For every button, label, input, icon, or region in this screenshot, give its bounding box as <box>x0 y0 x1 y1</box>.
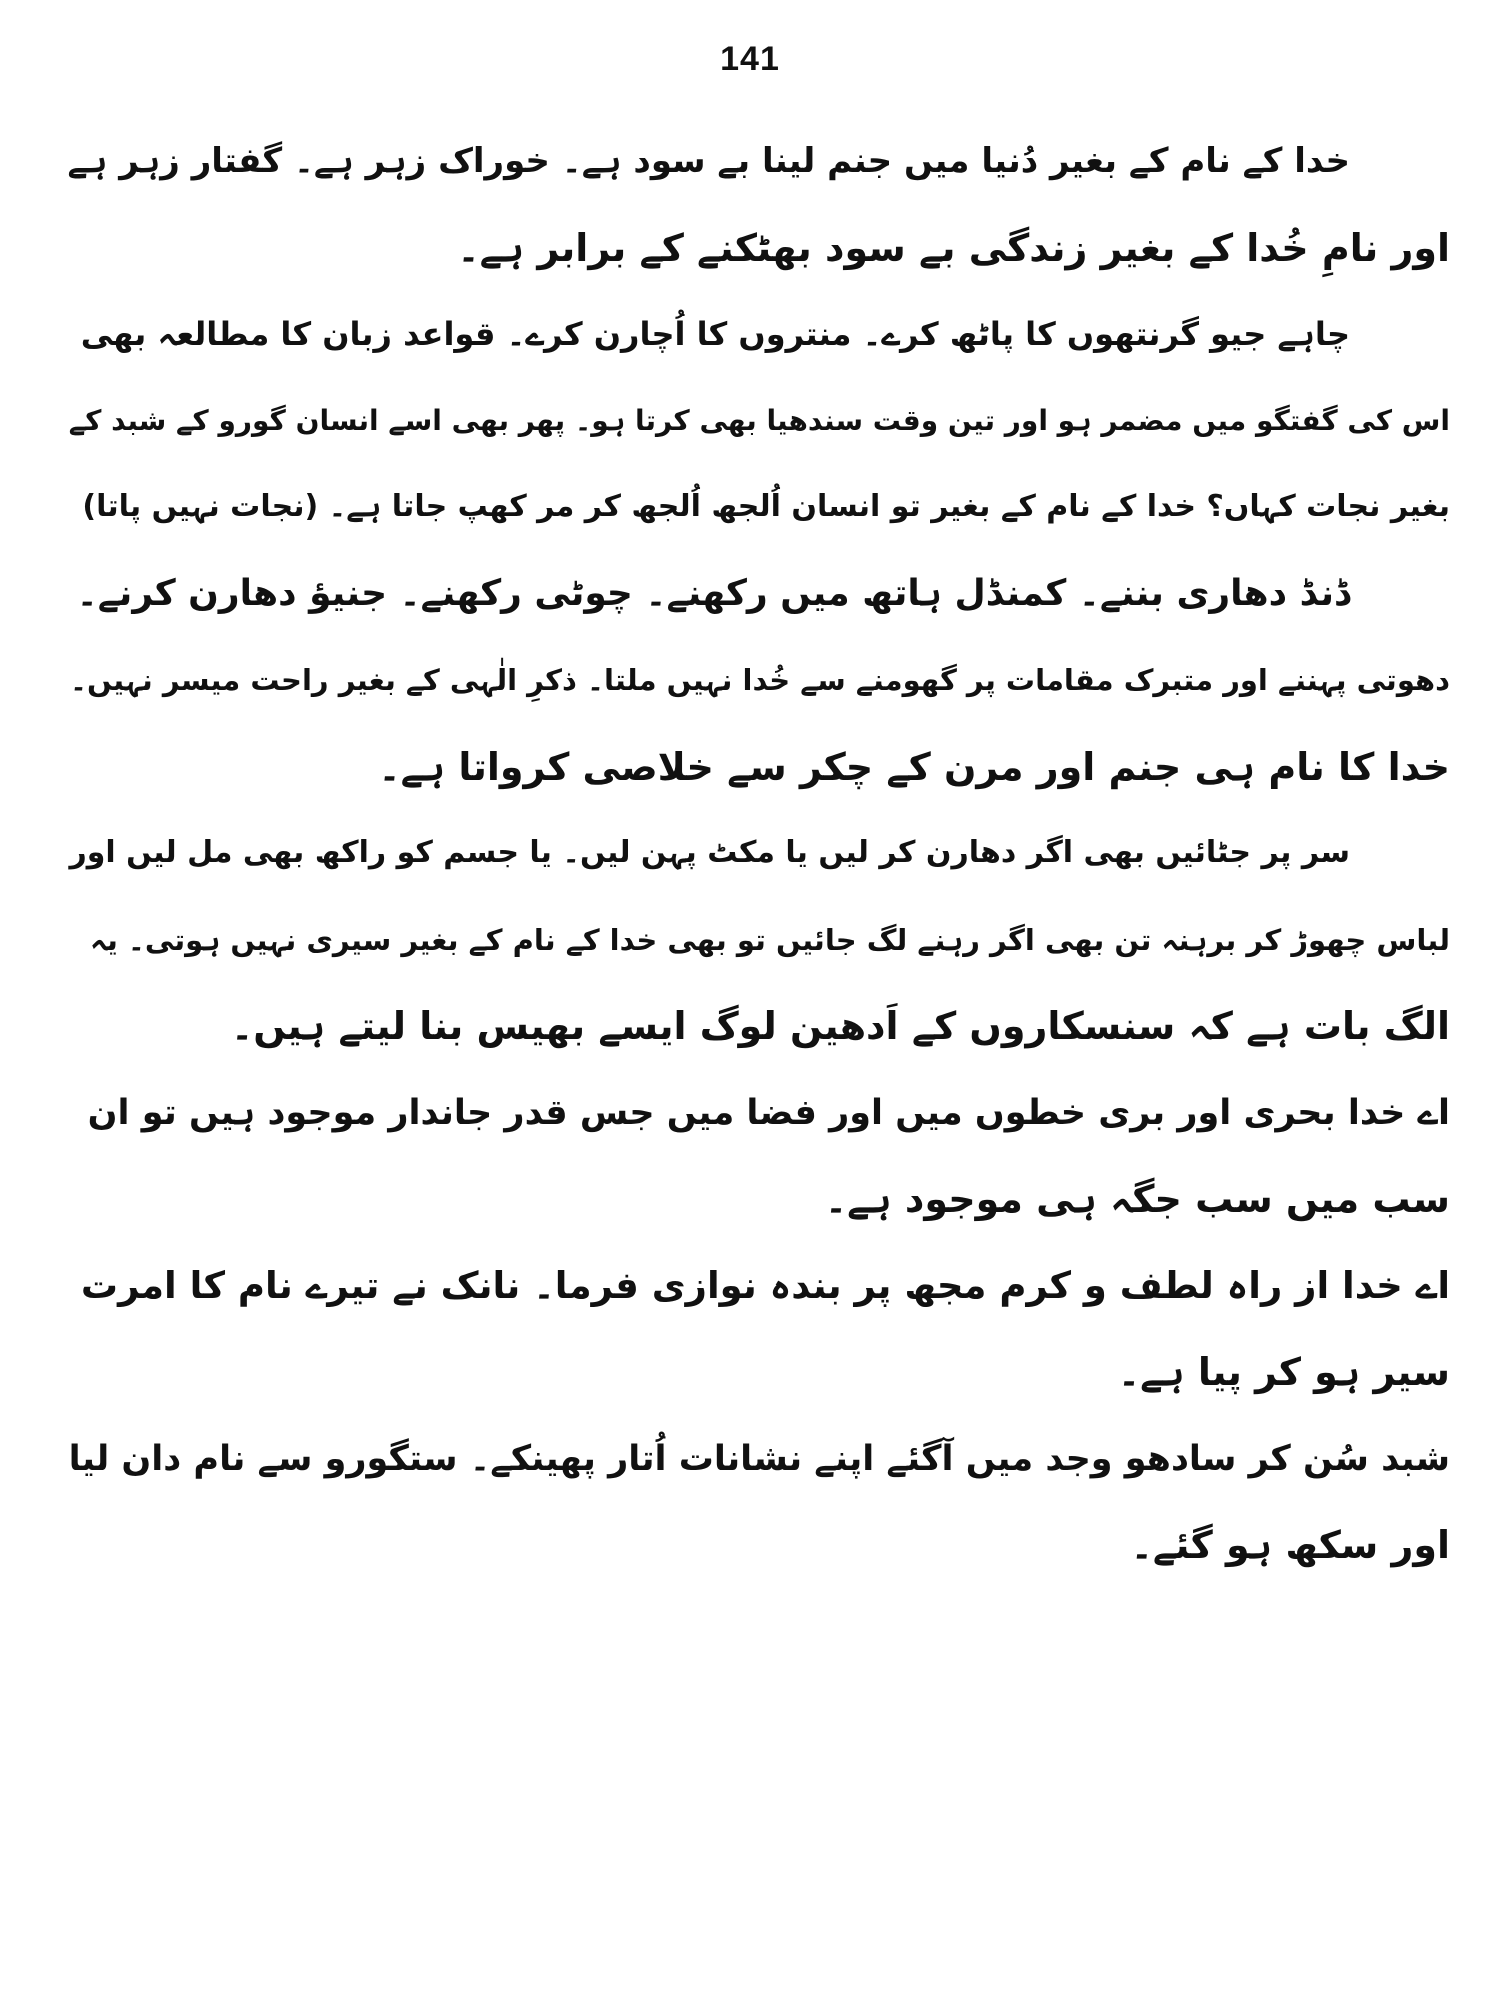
text-line: بغیر نجات کہاں؟ خدا کے نام کے بغیر تو انسان اُلجھ اُلجھ کر مر کھپ جاتا ہے۔ (نجات نہیں پاتا) <box>82 489 1450 524</box>
text-line: شبد سُن کر سادھو وجد میں آگئے اپنے نشانات اُتار پھینکے۔ ستگورو سے نام دان لیا <box>68 1438 1450 1479</box>
text-line: سیر ہو کر پیا ہے۔ <box>1117 1350 1450 1394</box>
text-line: لباس چھوڑ کر برہنہ تن بھی اگر رہنے لگ جائیں تو بھی خدا کے نام کے بغیر سیری نہیں ہوتی۔ یہ <box>89 922 1450 957</box>
page-number: 141 <box>720 40 780 78</box>
text-line: اس کی گفتگو میں مضمر ہو اور تین وقت سندھیا بھی کرتا ہو۔ پھر بھی اسے انسان گورو کے شبد کے <box>68 403 1450 437</box>
text-line: چاہے جیو گرنتھوں کا پاٹھ کرے۔ منتروں کا اُچارن کرے۔ قواعد زبان کا مطالعہ بھی <box>80 315 1350 353</box>
text-line: سر پر جٹائیں بھی اگر دھارن کر لیں یا مکٹ پہن لیں۔ یا جسم کو راکھ بھی مل لیں اور <box>69 835 1350 870</box>
text-line: اے خدا از راہ لطف و کرم مجھ پر بندہ نوازی فرما۔ نانک نے تیرے نام کا امرت <box>80 1263 1450 1307</box>
text-line: الگ بات ہے کہ سنسکاروں کے اَدھین لوگ ایسے بھیس بنا لیتے ہیں۔ <box>230 1004 1450 1048</box>
text-line: خدا کا نام ہی جنم اور مرن کے چکر سے خلاصی کرواتا ہے۔ <box>378 744 1450 789</box>
text-line: اے خدا بحری اور بری خطوں میں اور فضا میں جس قدر جاندار موجود ہیں تو ان <box>87 1092 1450 1133</box>
text-line: اور سکھ ہو گئے۔ <box>1130 1523 1450 1567</box>
text-line: خدا کے نام کے بغیر دُنیا میں جنم لینا بے سود ہے۔ خوراک زہر ہے۔ گفتار زہر ہے <box>67 141 1350 181</box>
text-line: ڈنڈ دھاری بننے۔ کمنڈل ہاتھ میں رکھنے۔ چوٹی رکھنے۔ جنیؤ دھارن کرنے۔ <box>76 572 1350 614</box>
text-line: سب میں سب جگہ ہی موجود ہے۔ <box>824 1177 1450 1221</box>
text-line: اور نامِ خُدا کے بغیر زندگی بے سود بھٹکنے کے برابر ہے۔ <box>457 225 1450 270</box>
text-line: دھوتی پہننے اور متبرک مقامات پر گھومنے سے خُدا نہیں ملتا۔ ذکرِ الٰہی کے بغیر راحت میسر نہیں۔ <box>70 663 1450 697</box>
body-text <box>55 118 1450 1589</box>
